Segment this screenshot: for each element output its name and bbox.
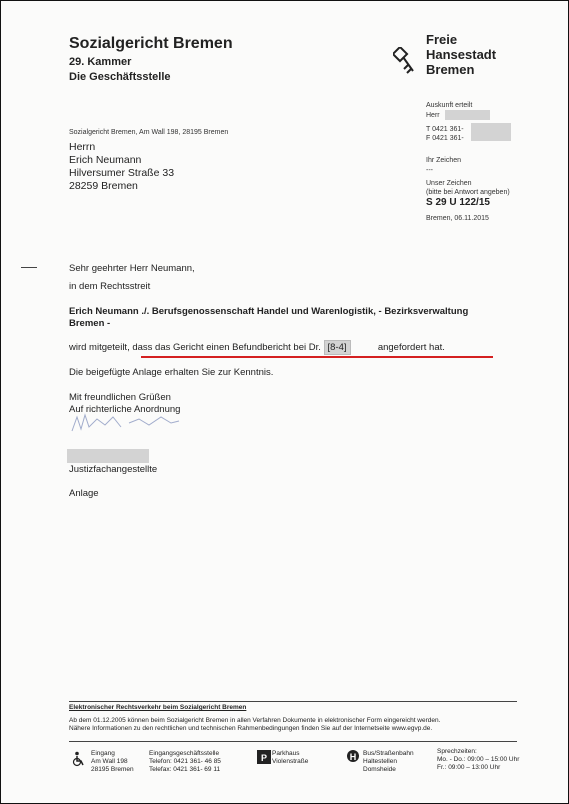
chamber: 29. Kammer (69, 56, 132, 68)
redacted-signer-name (67, 449, 149, 463)
office-name: Die Geschäftsstelle (69, 71, 171, 83)
parking-icon: P (257, 750, 271, 764)
case-parties-line-2: Bremen - (69, 318, 111, 329)
hours-label: Sprechzeiten: (437, 748, 477, 755)
notice-text-start: wird mitgeteilt, dass das Gericht einen Befundbericht bei Dr. (69, 342, 321, 353)
hours-fri: Fr.: 09:00 – 13:00 Uhr (437, 764, 501, 771)
our-ref-note: (bitte bei Antwort angeben) (426, 189, 510, 196)
your-ref-value: --- (426, 167, 433, 174)
case-parties-line-1: Erich Neumann ./. Berufsgenossenschaft Handel und Warenlogistik, - Bezirksverwaltung (69, 306, 469, 317)
city-line-3: Bremen (426, 62, 475, 77)
enclosure-note: Die beigefügte Anlage erhalten Sie zur Kenntnis. (69, 367, 274, 378)
redacted-contact-name (445, 110, 490, 120)
contact-name-label: Herr (426, 112, 440, 119)
redacted-fax (471, 132, 511, 141)
transit-stops-label: Haltestellen (363, 758, 397, 765)
redacted-doctor-name: [8-4] (324, 340, 351, 355)
transit-label: Bus/Straßenbahn (363, 750, 414, 757)
hours-mon-thu: Mo. - Do.: 09:00 – 15:00 Uhr (437, 756, 520, 763)
office-label: Eingangsgeschäftsstelle (149, 750, 220, 757)
fold-mark (21, 267, 37, 268)
city-line-2: Hansestadt (426, 47, 497, 62)
footer-heading: Elektronischer Rechtsverkehr beim Sozialgericht Bremen (69, 704, 247, 711)
recipient-name: Erich Neumann (69, 154, 142, 166)
signer-title: Justizfachangestellte (69, 464, 158, 475)
your-ref-label: Ihr Zeichen (426, 157, 462, 164)
letter-date: Bremen, 06.11.2015 (426, 215, 489, 222)
transit-stop-name: Domsheide (363, 766, 396, 773)
footer-rule-bottom (69, 741, 517, 742)
footer-office (149, 750, 221, 774)
court-name: Sozialgericht Bremen (69, 35, 233, 52)
recipient-city: 28259 Bremen (69, 180, 138, 192)
footer-rule-top (69, 701, 517, 702)
closing-authority: Auf richterliche Anordnung (69, 404, 181, 415)
phone-label: T 0421 361- (426, 126, 464, 133)
footer-parking (272, 750, 308, 766)
case-intro: in dem Rechtsstreit (69, 281, 151, 292)
office-phone: Telefon: 0421 361- 46 85 (149, 758, 221, 765)
signature-scribble (69, 409, 184, 439)
office-fax: Telefax: 0421 361- 69 11 (149, 766, 221, 773)
parking-label: Parkhaus (272, 750, 300, 757)
closing-greeting: Mit freundlichen Grüßen (69, 392, 171, 403)
notice-text-end: angefordert hat. (377, 342, 445, 353)
entrance-label: Eingang (91, 750, 115, 757)
red-underline (141, 356, 493, 358)
entrance-city: 28195 Bremen (91, 766, 134, 773)
footer-text-1: Ab dem 01.12.2005 können beim Sozialgericht Bremen in allen Verfahren Dokumente in elektronischer Form eingereicht werden. (69, 717, 441, 724)
wheelchair-icon (71, 751, 85, 767)
footer-entrance (91, 750, 134, 774)
bremen-key-crest-icon (393, 47, 417, 77)
info-label: Auskunft erteilt (426, 102, 473, 109)
transit-stop-icon: H (347, 750, 359, 762)
footer-hours (437, 748, 519, 772)
attachment-label: Anlage (69, 488, 99, 499)
case-number: S 29 U 122/15 (426, 197, 490, 208)
salutation: Sehr geehrter Herr Neumann, (69, 263, 195, 274)
recipient-street: Hilversumer Straße 33 (69, 167, 175, 179)
redacted-phone (471, 123, 511, 132)
sender-line: Sozialgericht Bremen, Am Wall 198, 28195 Bremen (69, 129, 229, 136)
recipient-salutation: Herrn (69, 141, 96, 153)
footer-transit (363, 750, 414, 774)
notice-line (69, 342, 445, 353)
entrance-street: Am Wall 198 (91, 758, 128, 765)
city-line-1: Freie (426, 32, 458, 47)
our-ref-label: Unser Zeichen (426, 180, 472, 187)
footer-text-2: Nähere Informationen zu den rechtlichen und technischen Rahmenbedingungen finden Sie auf der Internetseite www.egvp.de. (69, 725, 433, 732)
parking-street: Violenstraße (272, 758, 309, 765)
fax-label: F 0421 361- (426, 135, 464, 142)
